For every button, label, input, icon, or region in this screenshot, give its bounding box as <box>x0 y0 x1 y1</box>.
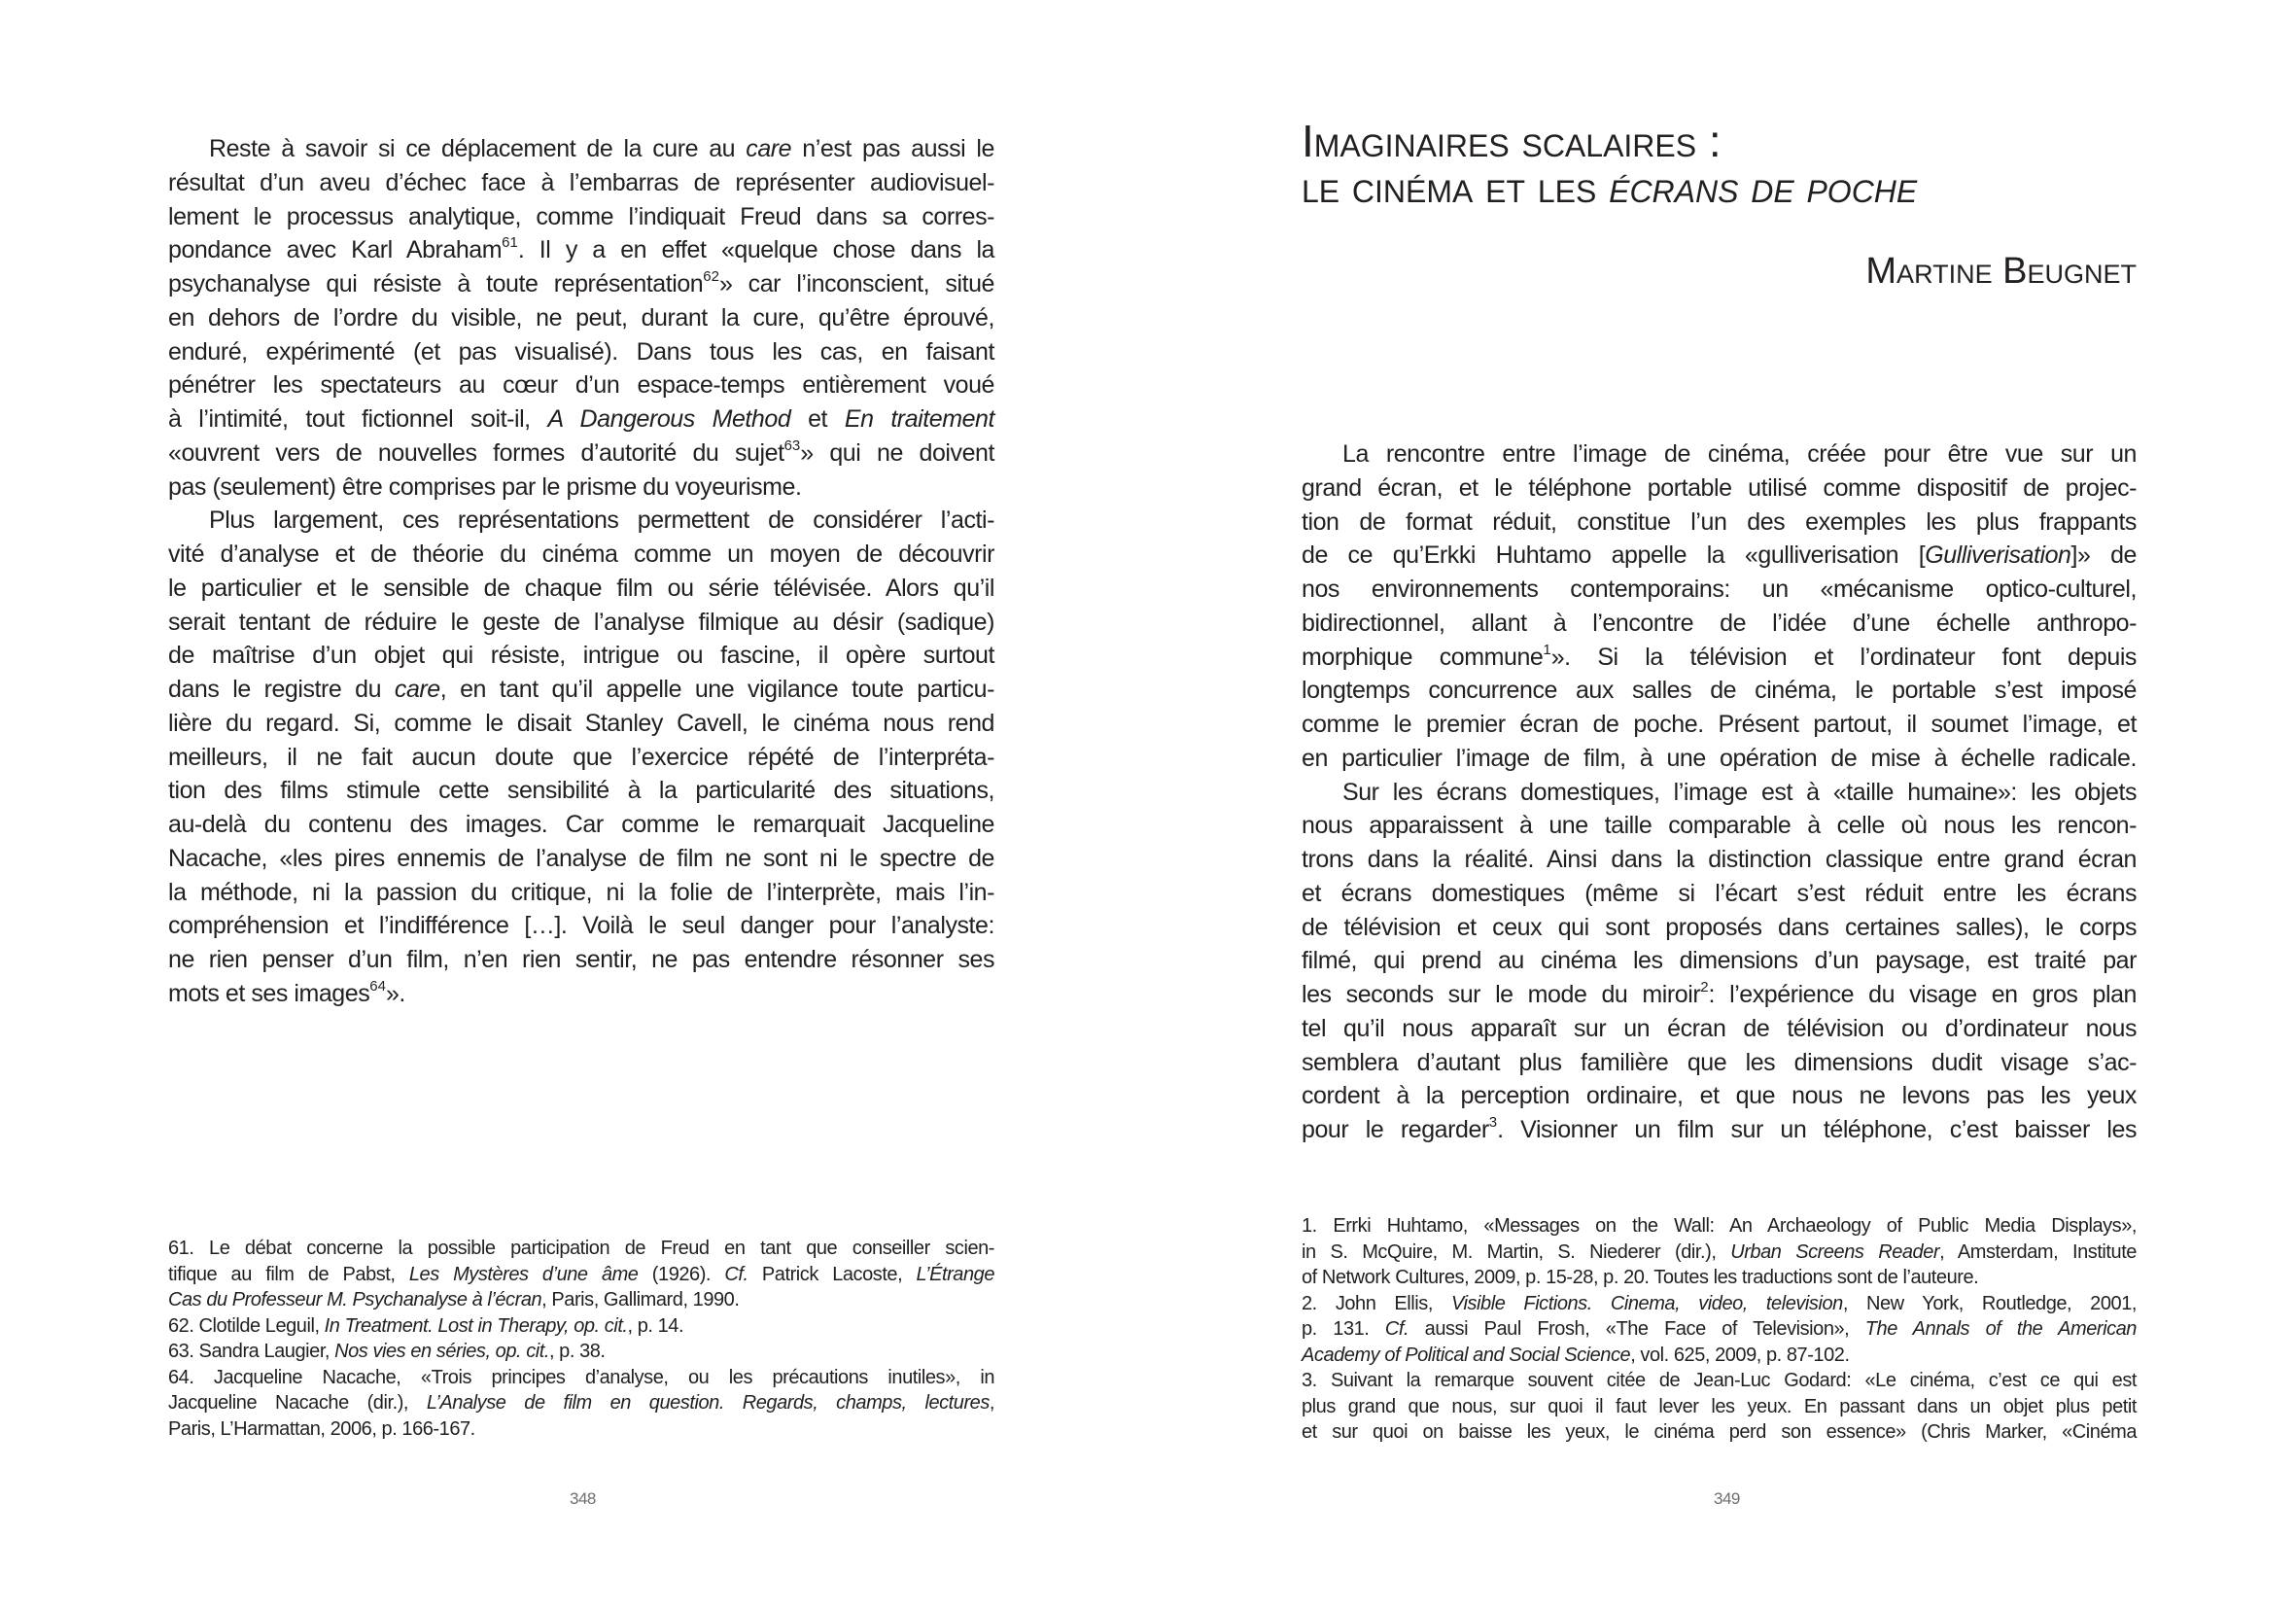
text-line <box>1302 877 2137 910</box>
text-run: à l’intimité, tout fictionnel soit-il, <box>168 405 548 433</box>
text-line <box>168 335 994 368</box>
text-run: de maîtrise d’un objet qui résiste, intrigue ou fascine, il opère surtout <box>168 642 994 670</box>
italic-run: The Annals of the American <box>1864 1318 2137 1340</box>
text-run: en particulier l’image de film, à une opération de mise à échelle radicale. <box>1302 744 2137 772</box>
text-line <box>168 1262 994 1287</box>
text-line <box>168 673 994 706</box>
text-line <box>168 1313 994 1339</box>
text-line <box>1302 674 2137 707</box>
text-run: , vol. 625, 2009, p. 87-102. <box>1630 1344 1850 1366</box>
text-run: cordent à la perception ordinaire, et que nous ne levons pas les yeux <box>1302 1082 2137 1110</box>
text-line <box>168 166 994 199</box>
text-line <box>1302 437 2137 471</box>
text-run: dans le registre du <box>168 676 395 703</box>
text-run: les seconds sur le mode du miroir <box>1302 981 1701 1008</box>
chapter-title-text-1: Imaginaires scalaires : <box>1302 116 1722 166</box>
text-run: trons dans la réalité. Ainsi dans la distinction classique entre grand écran <box>1302 846 2137 873</box>
text-run: : l’expérience du visage en gros plan <box>1708 981 2137 1008</box>
text-run: (1926). <box>638 1263 725 1285</box>
text-line <box>1302 911 2137 944</box>
text-line <box>168 402 994 436</box>
text-run: psychanalyse qui résiste à toute représentation <box>168 270 704 297</box>
text-line <box>168 1390 994 1415</box>
text-run: meilleurs, il ne fait aucun doute que l’exercice répété de l’interpréta- <box>168 743 994 771</box>
text-line <box>168 876 994 909</box>
text-run: la méthode, ni la passion du critique, ni la folie de l’interprète, mais l’in- <box>168 878 994 906</box>
text-run: , p. 14. <box>627 1314 684 1337</box>
text-line <box>168 842 994 875</box>
text-run: tifique au film de Pabst, <box>168 1263 409 1285</box>
text-run: . Il y a en effet «quelque chose dans la <box>517 236 994 264</box>
text-run: Patrick Lacoste, <box>748 1263 917 1285</box>
text-run: mots et ses images <box>168 979 370 1007</box>
text-line <box>1302 1394 2137 1419</box>
text-line <box>168 538 994 571</box>
text-run: » car l’inconscient, situé <box>718 270 994 297</box>
text-line <box>168 639 994 672</box>
text-run: 1. Errki Huhtamo, «Messages on the Wall: An Archaeology of Public Media Displays», <box>1302 1215 2137 1237</box>
text-line <box>1302 472 2137 505</box>
text-line <box>1302 1316 2137 1342</box>
italic-run: care <box>746 135 792 162</box>
text-line <box>1302 776 2137 809</box>
italic-run: Nos vies en séries, op. cit. <box>334 1341 549 1362</box>
italic-run: Academy of Political and Social Science <box>1302 1344 1631 1366</box>
text-run: résultat d’un aveu d’échec face à l’embarras de représenter audiovisuel- <box>168 168 994 196</box>
text-line <box>168 267 994 300</box>
text-run: Paris, L’Harmattan, 2006, p. 166-167. <box>168 1417 475 1440</box>
text-run: plus grand que nous, sur quoi il faut lever les yeux. En passant dans un objet plus petit <box>1302 1395 2137 1417</box>
text-line <box>1302 1046 2137 1079</box>
text-run: , Paris, Gallimard, 1990. <box>541 1289 740 1310</box>
text-run: filmé, qui prend au cinéma les dimensions d’un paysage, est traité par <box>1302 947 2137 975</box>
text-run: de ce qu’Erkki Huhtamo appelle la «gulliverisation [ <box>1302 541 1926 570</box>
text-line <box>168 1339 994 1364</box>
text-run: longtemps concurrence aux salles de cinéma, le portable s’est imposé <box>1302 677 2137 705</box>
text-run: pondance avec Karl Abraham <box>168 236 503 264</box>
text-run: tion de format réduit, constitue l’un des exemples les plus frappants <box>1302 507 2137 536</box>
page-number-left: 348 <box>570 1489 596 1508</box>
text-run: en dehors de l’ordre du visible, ne peut, durant la cure, qu’être éprouvé, <box>168 303 994 332</box>
text-line <box>168 808 994 841</box>
text-line <box>1302 573 2137 606</box>
footnote-ref: 1 <box>1543 641 1551 658</box>
italic-run: Cf. <box>724 1263 748 1285</box>
text-run: 63. Sandra Laugier, <box>168 1341 335 1362</box>
text-run: au-delà du contenu des images. Car comme le remarquait Jacqueline <box>168 811 994 838</box>
text-line <box>1302 944 2137 977</box>
footnote-ref: 64 <box>369 977 386 995</box>
text-run: 3. Suivant la remarque souvent citée de Jean-Luc Godard: «Le cinéma, c’est ce qui est <box>1302 1370 2137 1391</box>
text-line <box>168 1416 994 1442</box>
text-run: 64. Jacqueline Nacache, «Trois principes d’analyse, ou les précautions inutiles», in <box>168 1366 994 1388</box>
text-run: et sur quoi on baisse les yeux, le cinéma perd son essence» (Chris Marker, «Cinéma <box>1302 1421 2137 1443</box>
italic-run: Les Mystères d’une âme <box>408 1263 639 1285</box>
text-run: serait tentant de réduire le geste de l’analyse filmique au désir (sadique) <box>168 608 994 636</box>
text-run: of Network Cultures, 2009, p. 15-28, p. 20. Toutes les traductions sont de l’auteure. <box>1302 1267 1979 1288</box>
italic-run: En traitement <box>844 405 994 433</box>
text-run: , <box>989 1392 994 1414</box>
text-line <box>1302 843 2137 876</box>
text-run: p. 131. <box>1302 1318 1385 1340</box>
text-run: , Amsterdam, Institute <box>1939 1240 2137 1263</box>
text-line <box>1302 1291 2137 1316</box>
text-run: pour le regarder <box>1302 1116 1489 1143</box>
text-run: tion des films stimule cette sensibilité à la particularité des situations, <box>168 777 994 805</box>
text-line <box>1302 1343 2137 1368</box>
text-run: et <box>790 405 845 433</box>
italic-run: Gulliverisation <box>1925 541 2071 570</box>
text-line <box>168 572 994 605</box>
text-line <box>168 774 994 807</box>
text-line <box>168 132 994 165</box>
text-run: compréhension et l’indifférence […]. Voilà le seul danger pour l’analyste: <box>168 912 994 940</box>
text-line <box>168 200 994 233</box>
text-run: nous apparaissent à une taille comparable à celle où nous les rencon- <box>1302 812 2137 840</box>
text-run: lement le processus analytique, comme l’indiquait Freud dans sa corres- <box>168 202 994 230</box>
text-line <box>1302 1113 2137 1146</box>
text-run: 62. Clotilde Leguil, <box>168 1314 325 1337</box>
text-line <box>168 1365 994 1390</box>
footnote-ref: 2 <box>1700 979 1709 996</box>
text-run: 2. John Ellis, <box>1302 1292 1451 1314</box>
text-line <box>168 233 994 266</box>
text-run: tel qu’il nous apparaît sur un écran de télévision ou d’ordinateur nous <box>1302 1014 2137 1042</box>
text-run: nos environnements contemporains: un «mécanisme optico-culturel, <box>1302 576 2137 603</box>
text-line <box>1302 607 2137 640</box>
chapter-title-italic: écrans de poche <box>1609 161 1918 212</box>
italic-run: Cf. <box>1384 1318 1409 1340</box>
text-line <box>1302 641 2137 674</box>
author-name: Martine Beugnet <box>1865 251 2137 292</box>
footnote-ref: 61 <box>502 234 518 252</box>
text-run: Jacqueline Nacache (dir.), <box>168 1392 427 1414</box>
text-line <box>168 707 994 740</box>
text-run: 61. Le débat concerne la possible participation de Freud en tant que conseiller scien- <box>168 1238 994 1259</box>
text-line <box>168 1236 994 1261</box>
text-line <box>168 368 994 402</box>
text-run: grand écran, et le téléphone portable utilisé comme dispositif de projec- <box>1302 473 2137 502</box>
text-run: in S. McQuire, M. Martin, S. Niederer (dir.), <box>1302 1240 1731 1263</box>
text-run: pas (seulement) être comprises par le prisme du voyeurisme. <box>168 472 802 501</box>
text-line <box>1302 742 2137 775</box>
text-run: «ouvrent vers de nouvelles formes d’autorité du sujet <box>168 438 784 467</box>
text-line <box>168 1287 994 1312</box>
text-run: ]» de <box>2070 541 2137 570</box>
text-run: . Visionner un film sur un téléphone, c’est baisser les <box>1497 1116 2137 1143</box>
text-run: , p. 38. <box>548 1341 606 1362</box>
text-run: bidirectionnel, allant à l’encontre de l’idée d’une échelle anthropo- <box>1302 609 2137 637</box>
text-run: morphique commune <box>1302 643 1544 671</box>
text-line <box>168 943 994 976</box>
text-run: semblera d’autant plus familière que les dimensions dudit visage s’ac- <box>1302 1048 2137 1076</box>
text-line <box>168 741 994 774</box>
italic-run: Cas du Professeur M. Psychanalyse à l’écran <box>168 1289 542 1310</box>
chapter-title-line-1 <box>1302 115 1722 167</box>
italic-run: Urban Screens Reader <box>1730 1240 1940 1263</box>
text-run: et écrans domestiques (même si l’écart s’est réduit entre les écrans <box>1302 879 2137 907</box>
text-run: , en tant qu’il appelle une vigilance toute particu- <box>439 676 995 703</box>
chapter-title-text-2: le cinéma et les <box>1302 161 1610 212</box>
text-line <box>1302 978 2137 1011</box>
text-run: Nacache, «les pires ennemis de l’analyse de film ne sont ni le spectre de <box>168 844 994 872</box>
chapter-title-line-2 <box>1302 160 1917 213</box>
italic-run: L’Analyse de film en question. Regards, champs, lectures <box>426 1392 990 1414</box>
footnote-ref: 63 <box>783 437 801 454</box>
text-run: lière du regard. Si, comme le disait Stanley Cavell, le cinéma nous rend <box>168 709 994 737</box>
text-line <box>1302 809 2137 842</box>
text-run: Plus largement, ces représentations permettent de considérer l’acti- <box>209 507 994 535</box>
text-line <box>1302 1012 2137 1045</box>
text-line <box>168 437 994 470</box>
page-number-right: 349 <box>1714 1489 1740 1508</box>
text-line <box>1302 708 2137 741</box>
text-line <box>1302 1265 2137 1290</box>
text-run: La rencontre entre l’image de cinéma, créée pour être vue sur un <box>1342 440 2137 468</box>
text-run: » qui ne doivent <box>800 438 994 467</box>
text-run: enduré, expérimenté (et pas visualisé). Dans tous les cas, en faisant <box>168 337 994 366</box>
text-run: Reste à savoir si ce déplacement de la cure au <box>209 135 747 162</box>
text-line <box>1302 1368 2137 1393</box>
text-run: , New York, Routledge, 2001, <box>1842 1292 2137 1314</box>
text-run: pénétrer les spectateurs au cœur d’un espace-temps entièrement voué <box>168 371 994 400</box>
text-line <box>1302 539 2137 572</box>
text-line <box>168 471 994 504</box>
text-line <box>168 606 994 639</box>
text-run: de télévision et ceux qui sont proposés dans certaines salles), le corps <box>1302 913 2137 941</box>
text-line <box>1302 1419 2137 1445</box>
text-run: ». Si la télévision et l’ordinateur font depuis <box>1550 643 2137 671</box>
text-run: le particulier et le sensible de chaque film ou série télévisée. Alors qu’il <box>168 574 994 602</box>
text-line <box>1302 1079 2137 1112</box>
right-page <box>1148 0 2296 1607</box>
italic-run: care <box>394 676 440 703</box>
text-run: aussi Paul Frosh, «The Face of Television», <box>1409 1318 1865 1340</box>
text-line <box>168 909 994 942</box>
text-run: vité d’analyse et de théorie du cinéma comme un moyen de découvrir <box>168 541 994 568</box>
footnote-ref: 3 <box>1488 1114 1498 1132</box>
text-run: ». <box>385 979 405 1007</box>
text-run: comme le premier écran de poche. Présent partout, il soumet l’image, et <box>1302 711 2137 738</box>
text-line <box>168 301 994 334</box>
italic-run: Visible Fictions. Cinema, video, television <box>1450 1292 1843 1314</box>
text-line <box>168 977 994 1010</box>
text-run: ne rien penser d’un film, n’en rien sentir, ne pas entendre résonner ses <box>168 946 994 973</box>
text-run: n’est pas aussi le <box>791 135 994 162</box>
text-line <box>1302 1213 2137 1239</box>
text-run: Sur les écrans domestiques, l’image est à «taille humaine»: les objets <box>1342 778 2137 806</box>
text-line <box>1302 506 2137 539</box>
text-line <box>168 504 994 537</box>
footnote-ref: 62 <box>703 268 719 286</box>
italic-run: A Dangerous Method <box>547 405 791 433</box>
text-line <box>1302 1240 2137 1265</box>
italic-run: In Treatment. Lost in Therapy, op. cit. <box>324 1314 628 1337</box>
italic-run: L’Étrange <box>916 1263 994 1285</box>
